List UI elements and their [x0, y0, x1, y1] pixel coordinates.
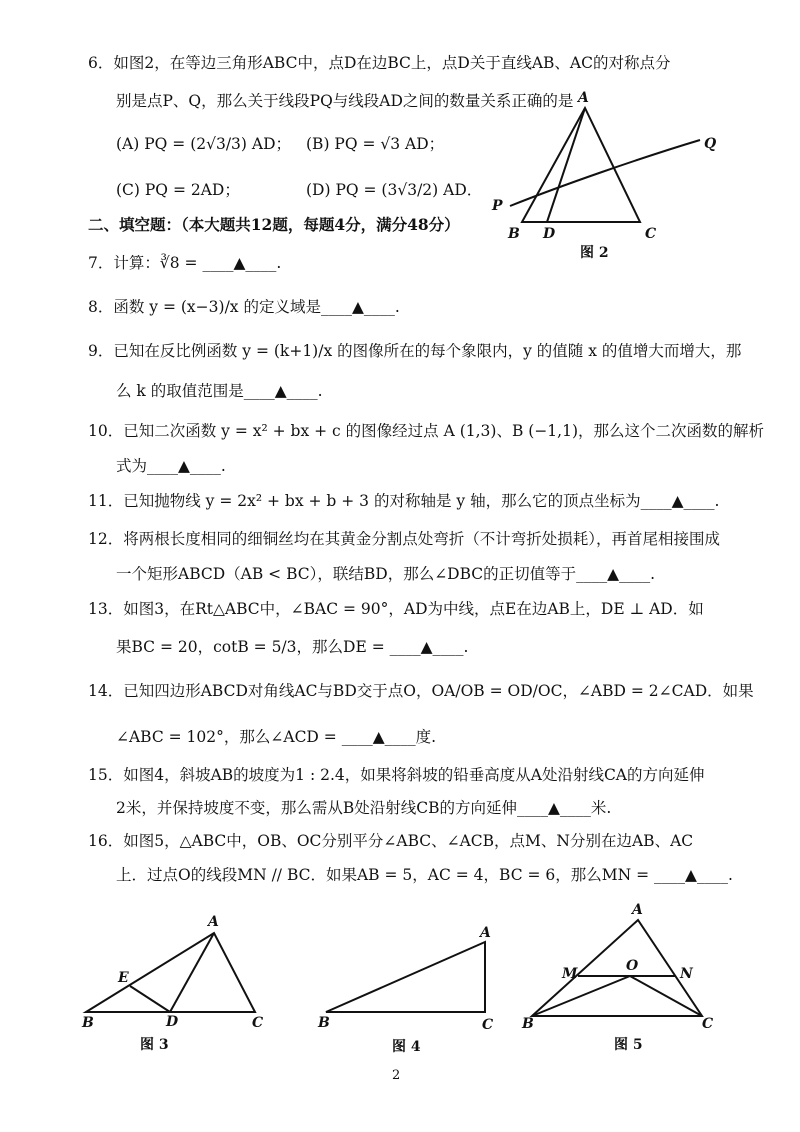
- q16-line1: 16．如图5，△ABC中，OB、OC分别平分∠ABC、∠ACB，点M、N分别在边AB、AC: [88, 832, 694, 850]
- fig2-label-p: P: [492, 198, 503, 214]
- q15-line2: 2米，并保持坡度不变，那么需从B处沿射线CB的方向延伸____▲____米.: [116, 799, 612, 817]
- fig2-label-c: C: [645, 226, 657, 242]
- fig3-label-a: A: [208, 914, 219, 930]
- q15-line1: 15．如图4，斜坡AB的坡度为1 : 2.4，如果将斜坡的铅垂高度从A处沿射线CA的方向延伸: [88, 766, 705, 784]
- q9-line1: 9．已知在反比例函数 y = (k+1)/x 的图像所在的每个象限内，y 的值随 x 的值增大而增大，那: [88, 342, 742, 360]
- q6-option-d: (D) PQ = (3√3/2) AD．: [306, 181, 483, 199]
- fig4-label-c: C: [482, 1017, 494, 1033]
- q6-option-b: (B) PQ = √3 AD；: [306, 135, 445, 153]
- fig2-label-q: Q: [704, 136, 717, 152]
- fig4-label-b: B: [318, 1015, 330, 1031]
- fig3-label-e: E: [118, 970, 129, 986]
- fig3-segment-AD: [170, 933, 214, 1012]
- q7: 7．计算：∛8 = ____▲____.: [88, 254, 282, 272]
- q13-line1: 13．如图3，在Rt△ABC中，∠BAC = 90°，AD为中线，点E在边AB上，DE ⊥ AD．如: [88, 600, 704, 618]
- q9-line2: 么 k 的取值范围是____▲____.: [116, 382, 323, 400]
- fig2-label-b: B: [508, 226, 520, 242]
- fig2-caption: 图 2: [580, 245, 609, 261]
- fig3-label-d: D: [166, 1014, 179, 1030]
- fig5-label-n: N: [680, 966, 693, 982]
- fig5-segment-OC: [630, 976, 702, 1016]
- fig5-caption: 图 5: [614, 1037, 643, 1053]
- section-2-header: 二、填空题：（本大题共12题，每题4分，满分48分）: [88, 215, 460, 234]
- q14-line2: ∠ABC = 102°，那么∠ACD = ____▲____度.: [116, 728, 437, 746]
- fig5-label-a: A: [632, 902, 643, 918]
- fig5-label-o: O: [626, 958, 639, 974]
- fig3-segment-DE: [130, 986, 170, 1012]
- q16-line2: 上．过点O的线段MN // BC．如果AB = 5，AC = 4，BC = 6，那么MN = ____▲____.: [116, 866, 733, 884]
- fig5-segment-OB: [532, 976, 630, 1016]
- fig5-label-b: B: [522, 1016, 534, 1032]
- q10-line1: 10．已知二次函数 y = x² + bx + c 的图像经过点 A (1,3)、B (−1,1)，那么这个二次函数的解析: [88, 422, 765, 440]
- q6-option-a: (A) PQ = (2√3/3) AD；: [116, 135, 292, 153]
- fig5-label-m: M: [562, 966, 578, 982]
- q10-line2: 式为____▲____.: [116, 457, 226, 475]
- q6-option-c: (C) PQ = 2AD；: [116, 181, 240, 199]
- fig3-label-b: B: [82, 1015, 94, 1031]
- fig4-triangle: [326, 942, 485, 1012]
- q11: 11．已知抛物线 y = 2x² + bx + b + 3 的对称轴是 y 轴，那么它的顶点坐标为____▲____.: [88, 492, 720, 510]
- q8: 8．函数 y = (x−3)/x 的定义域是____▲____.: [88, 298, 400, 316]
- q12-line1: 12．将两根长度相同的细铜丝均在其黄金分割点处弯折（不计弯折处损耗），再首尾相接围成: [88, 530, 720, 548]
- fig4-caption: 图 4: [392, 1039, 421, 1055]
- q6-line2: 别是点P、Q，那么关于线段PQ与线段AD之间的数量关系正确的是: [116, 92, 574, 110]
- page-number: 2: [392, 1068, 401, 1083]
- fig4-label-a: A: [480, 925, 491, 941]
- fig2-label-a: A: [578, 90, 589, 106]
- fig2-label-d: D: [543, 226, 556, 242]
- fig3-triangle: [86, 933, 255, 1012]
- q14-line1: 14．已知四边形ABCD对角线AC与BD交于点O，OA/OB = OD/OC，∠ABD = 2∠CAD．如果: [88, 682, 754, 700]
- fig5-label-c: C: [702, 1016, 714, 1032]
- q13-line2: 果BC = 20，cotB = 5/3，那么DE = ____▲____.: [116, 638, 469, 656]
- q6-line1: 6．如图2，在等边三角形ABC中，点D在边BC上，点D关于直线AB、AC的对称点分: [88, 54, 671, 72]
- q12-line2: 一个矩形ABCD（AB < BC），联结BD，那么∠DBC的正切值等于____▲____.: [116, 565, 655, 583]
- fig3-label-c: C: [252, 1015, 264, 1031]
- fig3-caption: 图 3: [140, 1037, 169, 1053]
